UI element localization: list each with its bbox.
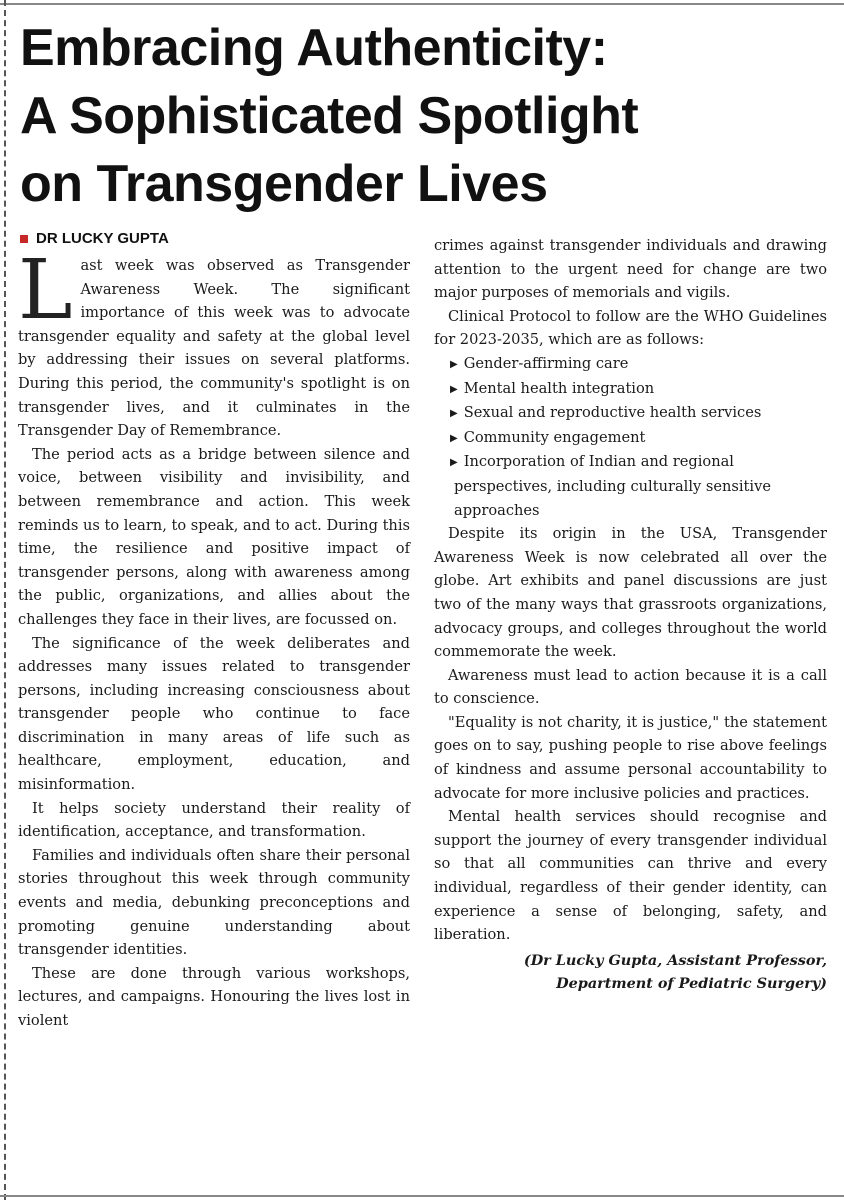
list-item: [434, 377, 827, 402]
triangle-bullet-icon: ▶: [450, 432, 458, 444]
headline-line-1: Embracing Authenticity:: [20, 19, 608, 77]
paragraph-2: The period acts as a bridge between silence and voice, between visibility and invisibility, and between remembrance and action. This week reminds us to learn, to speak, and to act. During this time, the resilience and positive impact of transgender persons, along with awareness among the public, organizations, and allies about the challenges they face in their lives, are focussed on.: [18, 445, 410, 628]
author-name: DR LUCKY GUPTA: [36, 230, 169, 247]
triangle-bullet-icon: ▶: [450, 383, 458, 395]
paragraph-8: Clinical Protocol to follow are the WHO Guidelines for 2023-2035, which are as follows:: [434, 307, 827, 349]
paragraph-12: Mental health services should recognise and support the journey of every transgender individual so that all communities can thrive and every individual, regardless of their gender identity, can experience a sense of belonging, safety, and liberation.: [434, 808, 827, 944]
paragraph-1-text: ast week was observed as Transgender Awareness Week. The significant importance of this week was to advocate transgender equality and safety at the global level by addressing their issues on several platforms. During this period, the community's spotlight is on transgender lives, and it culminates in the Transgender Day of Remembrance.: [18, 257, 410, 440]
paragraph-5: Families and individuals often share their personal stories throughout this week through community events and media, debunking preconceptions and promoting genuine understanding about transgender identities.: [18, 846, 410, 959]
list-item-text: Incorporation of Indian and regional perspectives, including culturally sensitive approaches: [454, 453, 771, 519]
list-item: [434, 352, 827, 377]
headline-line-2: A Sophisticated Spotlight: [20, 87, 639, 145]
paragraph-3: The significance of the week deliberates and addresses many issues related to transgender persons, including increasing consciousness about transgender people who continue to face discrimination in many areas of life such as healthcare, employment, education, and misinformation.: [18, 634, 410, 794]
list-item: [434, 401, 827, 426]
list-item: [434, 450, 827, 522]
triangle-bullet-icon: ▶: [450, 358, 458, 370]
red-square-icon: [20, 235, 28, 243]
list-item: [434, 426, 827, 451]
guidelines-list: [434, 352, 827, 522]
paragraph-11: "Equality is not charity, it is justice," the statement goes on to say, pushing people to rise above feelings of kindness and assume personal accountability to advocate for more inclusive policies and practices.: [434, 713, 827, 802]
page-bottom-border: [0, 1195, 844, 1197]
page-top-border: [0, 3, 844, 5]
paragraph-10: Awareness must lead to action because it is a call to conscience.: [434, 666, 827, 708]
triangle-bullet-icon: ▶: [450, 408, 458, 420]
paragraph-1: [18, 243, 410, 443]
list-item-text: Community engagement: [463, 428, 646, 446]
paragraph-4: It helps society understand their reality of identification, acceptance, and transformation.: [18, 799, 410, 841]
article-column-left: [18, 243, 410, 1033]
list-item-text: Gender-affirming care: [463, 354, 629, 372]
drop-cap: L: [18, 243, 73, 338]
list-item-text: Mental health integration: [463, 379, 655, 397]
list-item-text: Sexual and reproductive health services: [463, 404, 762, 422]
article-headline: [20, 14, 830, 218]
page-left-border: [4, 0, 6, 1200]
paragraph-6: These are done through various workshops, lectures, and campaigns. Honouring the lives lost in violent: [18, 964, 410, 1029]
headline-line-3: on Transgender Lives: [20, 155, 548, 213]
paragraph-9: Despite its origin in the USA, Transgender Awareness Week is now celebrated all over the globe. Art exhibits and panel discussions are just two of the many ways that grassroots organizations, advocacy groups, and colleges throughout the world commemorate the week.: [434, 525, 827, 661]
paragraph-7: crimes against transgender individuals and drawing attention to the urgent need for change are two major purposes of memorials and vigils.: [434, 237, 827, 302]
triangle-bullet-icon: ▶: [450, 457, 458, 469]
author-signature: (Dr Lucky Gupta, Assistant Professor, Department of Pediatric Surgery): [523, 951, 827, 993]
article-column-right: [434, 234, 827, 996]
